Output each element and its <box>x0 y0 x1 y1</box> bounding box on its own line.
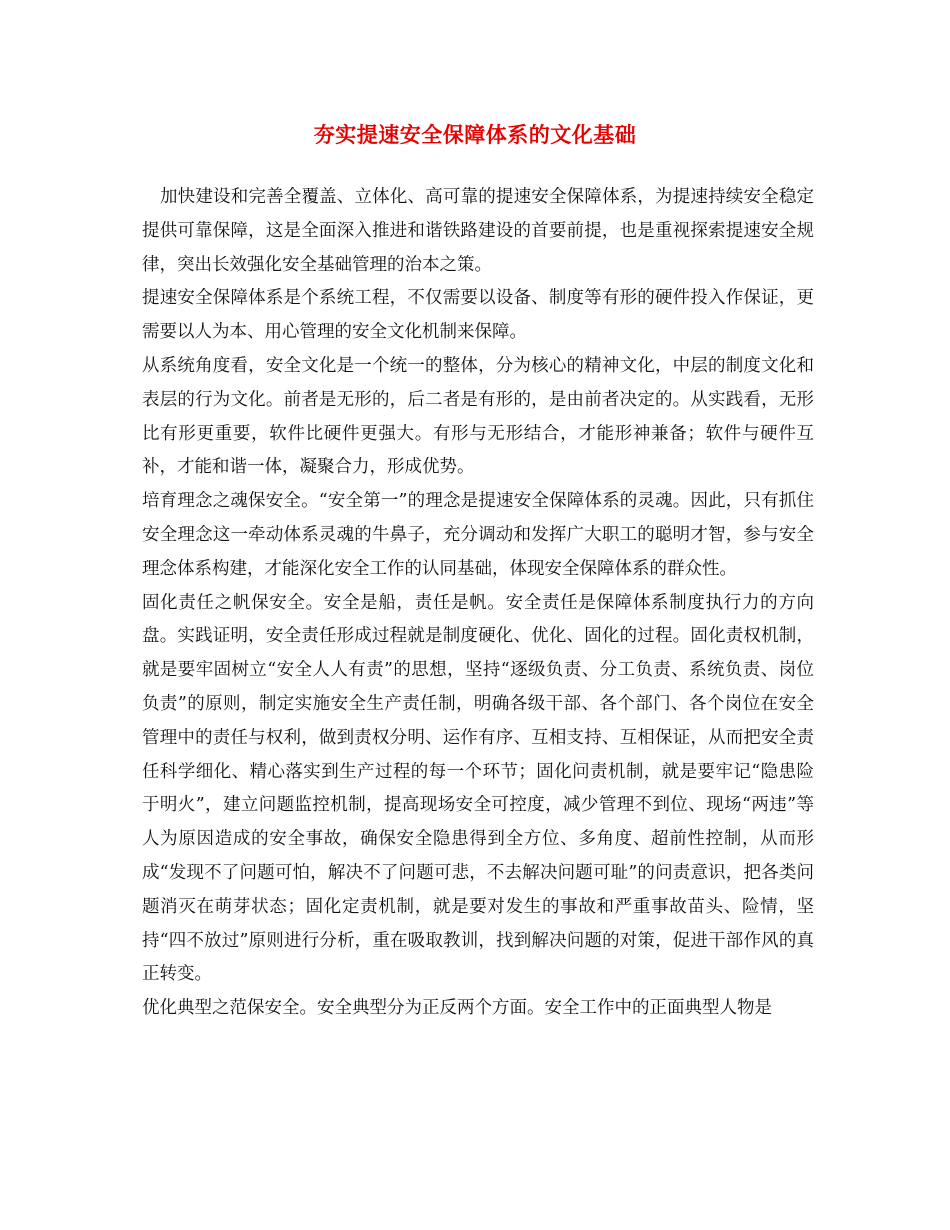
document-body <box>142 181 814 1026</box>
paragraph-concept-soul: 培育理念之魂保安全。“安全第一”的理念是提速安全保障体系的灵魂。因此，只有抓住安全理念这一牵动体系灵魂的牛鼻子，充分调动和发挥广大职工的聪明才智，参与安全理念体系构建，才能深化安全工作的认同基础，体现安全保障体系的群众性。 <box>142 491 814 579</box>
paragraph-responsibility-sail: 固化责任之帆保安全。安全是船，责任是帆。安全责任是保障体系制度执行力的方向盘。实践证明，安全责任形成过程就是制度硬化、优化、固化的过程。固化责权机制，就是要牢固树立“安全人人有责”的思想，坚持“逐级负责、分工负责、系统负责、岗位负责”的原则，制定实施安全生产责任制，明确各级干部、各个部门、各个岗位在安全管理中的责任与权利，做到责权分明、运作有序、互相支持、互相保证，从而把安全责任科学细化、精心落实到生产过程的每一个环节；固化问责机制，就是要牢记“隐患险于明火”，建立问题监控机制，提高现场安全可控度，减少管理不到位、现场“两违”等人为原因造成的安全事故，确保安全隐患得到全方位、多角度、超前性控制，从而形成“发现不了问题可怕，解决不了问题可悲，不去解决问题可耻”的问责意识，把各类问题消灭在萌芽状态；固化定责机制，就是要对发生的事故和严重事故苗头、险情，坚持“四不放过”原则进行分析，重在吸取教训，找到解决问题的对策，促进干部作风的真正转变。 <box>142 592 814 985</box>
document-title: 夯实提速安全保障体系的文化基础 <box>313 123 637 147</box>
paragraph-model-example: 优化典型之范保安全。安全典型分为正反两个方面。安全工作中的正面典型人物是 <box>142 998 772 1019</box>
paragraph-system-engineering: 提速安全保障体系是个系统工程，不仅需要以设备、制度等有形的硬件投入作保证，更需要以人为本、用心管理的安全文化机制来保障。 <box>142 288 814 343</box>
paragraph-intro: 加快建设和完善全覆盖、立体化、高可靠的提速安全保障体系，为提速持续安全稳定提供可靠保障，这是全面深入推进和谐铁路建设的首要前提，也是重视探索提速安全规律，突出长效强化安全基础管理的治本之策。 <box>142 187 814 275</box>
paragraph-system-perspective: 从系统角度看，安全文化是一个统一的整体，分为核心的精神文化，中层的制度文化和表层的行为文化。前者是无形的，后二者是有形的，是由前者决定的。从实践看，无形比有形更重要，软件比硬件更强大。有形与无形结合，才能形神兼备；软件与硬件互补，才能和谐一体，凝聚合力，形成优势。 <box>142 355 814 478</box>
